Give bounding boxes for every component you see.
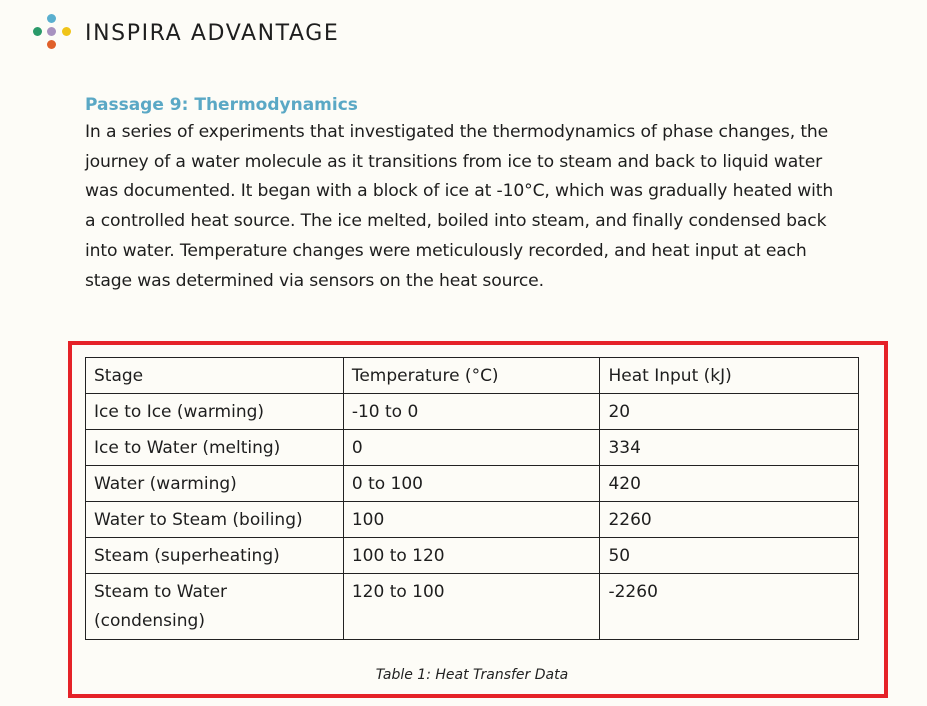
brand-logo bbox=[32, 13, 340, 53]
header-stage: Stage bbox=[86, 358, 344, 394]
cell-heat-input: 420 bbox=[600, 466, 859, 502]
logo-dot-right bbox=[62, 27, 71, 36]
table-row bbox=[86, 502, 859, 538]
table-row bbox=[86, 394, 859, 430]
table-row bbox=[86, 466, 859, 502]
cell-temperature: 100 bbox=[343, 502, 600, 538]
heat-transfer-table bbox=[85, 357, 859, 640]
passage bbox=[85, 92, 845, 296]
table-header-row bbox=[86, 358, 859, 394]
cell-heat-input: 20 bbox=[600, 394, 859, 430]
passage-title: Passage 9: Thermodynamics bbox=[85, 95, 358, 115]
cell-temperature: -10 to 0 bbox=[343, 394, 600, 430]
cell-temperature: 0 to 100 bbox=[343, 466, 600, 502]
cell-stage: Water to Steam (boiling) bbox=[86, 502, 344, 538]
header-temperature: Temperature (°C) bbox=[343, 358, 600, 394]
cell-temperature: 120 to 100 bbox=[343, 574, 600, 640]
table-row bbox=[86, 574, 859, 640]
logo-dot-top bbox=[47, 14, 56, 23]
logo-dot-bottom bbox=[47, 40, 56, 49]
header-heat-input: Heat Input (kJ) bbox=[600, 358, 859, 394]
cell-stage: Steam to Water (condensing) bbox=[86, 574, 344, 640]
passage-body: In a series of experiments that investigated the thermodynamics of phase changes, the journey of a water molecule as it transitions from ice to steam and back to liquid water was documented. It began with a block of ice at -10°C, which was gradually heated with a controlled heat source. The ice melted, boiled into steam, and finally condensed back into water. Temperature changes were meticulously recorded, and heat input at each stage was determined via sensors on the heat source. bbox=[85, 122, 834, 291]
brand-name: INSPIRA ADVANTAGE bbox=[85, 21, 340, 46]
cell-heat-input: -2260 bbox=[600, 574, 859, 640]
table-caption: Table 1: Heat Transfer Data bbox=[375, 667, 569, 683]
cell-heat-input: 50 bbox=[600, 538, 859, 574]
cell-stage: Ice to Ice (warming) bbox=[86, 394, 344, 430]
cell-heat-input: 334 bbox=[600, 430, 859, 466]
five-dot-cross-logo-icon bbox=[32, 12, 74, 54]
cell-stage: Steam (superheating) bbox=[86, 538, 344, 574]
table-row bbox=[86, 538, 859, 574]
cell-temperature: 0 bbox=[343, 430, 600, 466]
cell-stage: Ice to Water (melting) bbox=[86, 430, 344, 466]
logo-dot-center bbox=[47, 27, 56, 36]
cell-heat-input: 2260 bbox=[600, 502, 859, 538]
cell-stage: Water (warming) bbox=[86, 466, 344, 502]
table-row bbox=[86, 430, 859, 466]
logo-dot-left bbox=[33, 27, 42, 36]
cell-temperature: 100 to 120 bbox=[343, 538, 600, 574]
